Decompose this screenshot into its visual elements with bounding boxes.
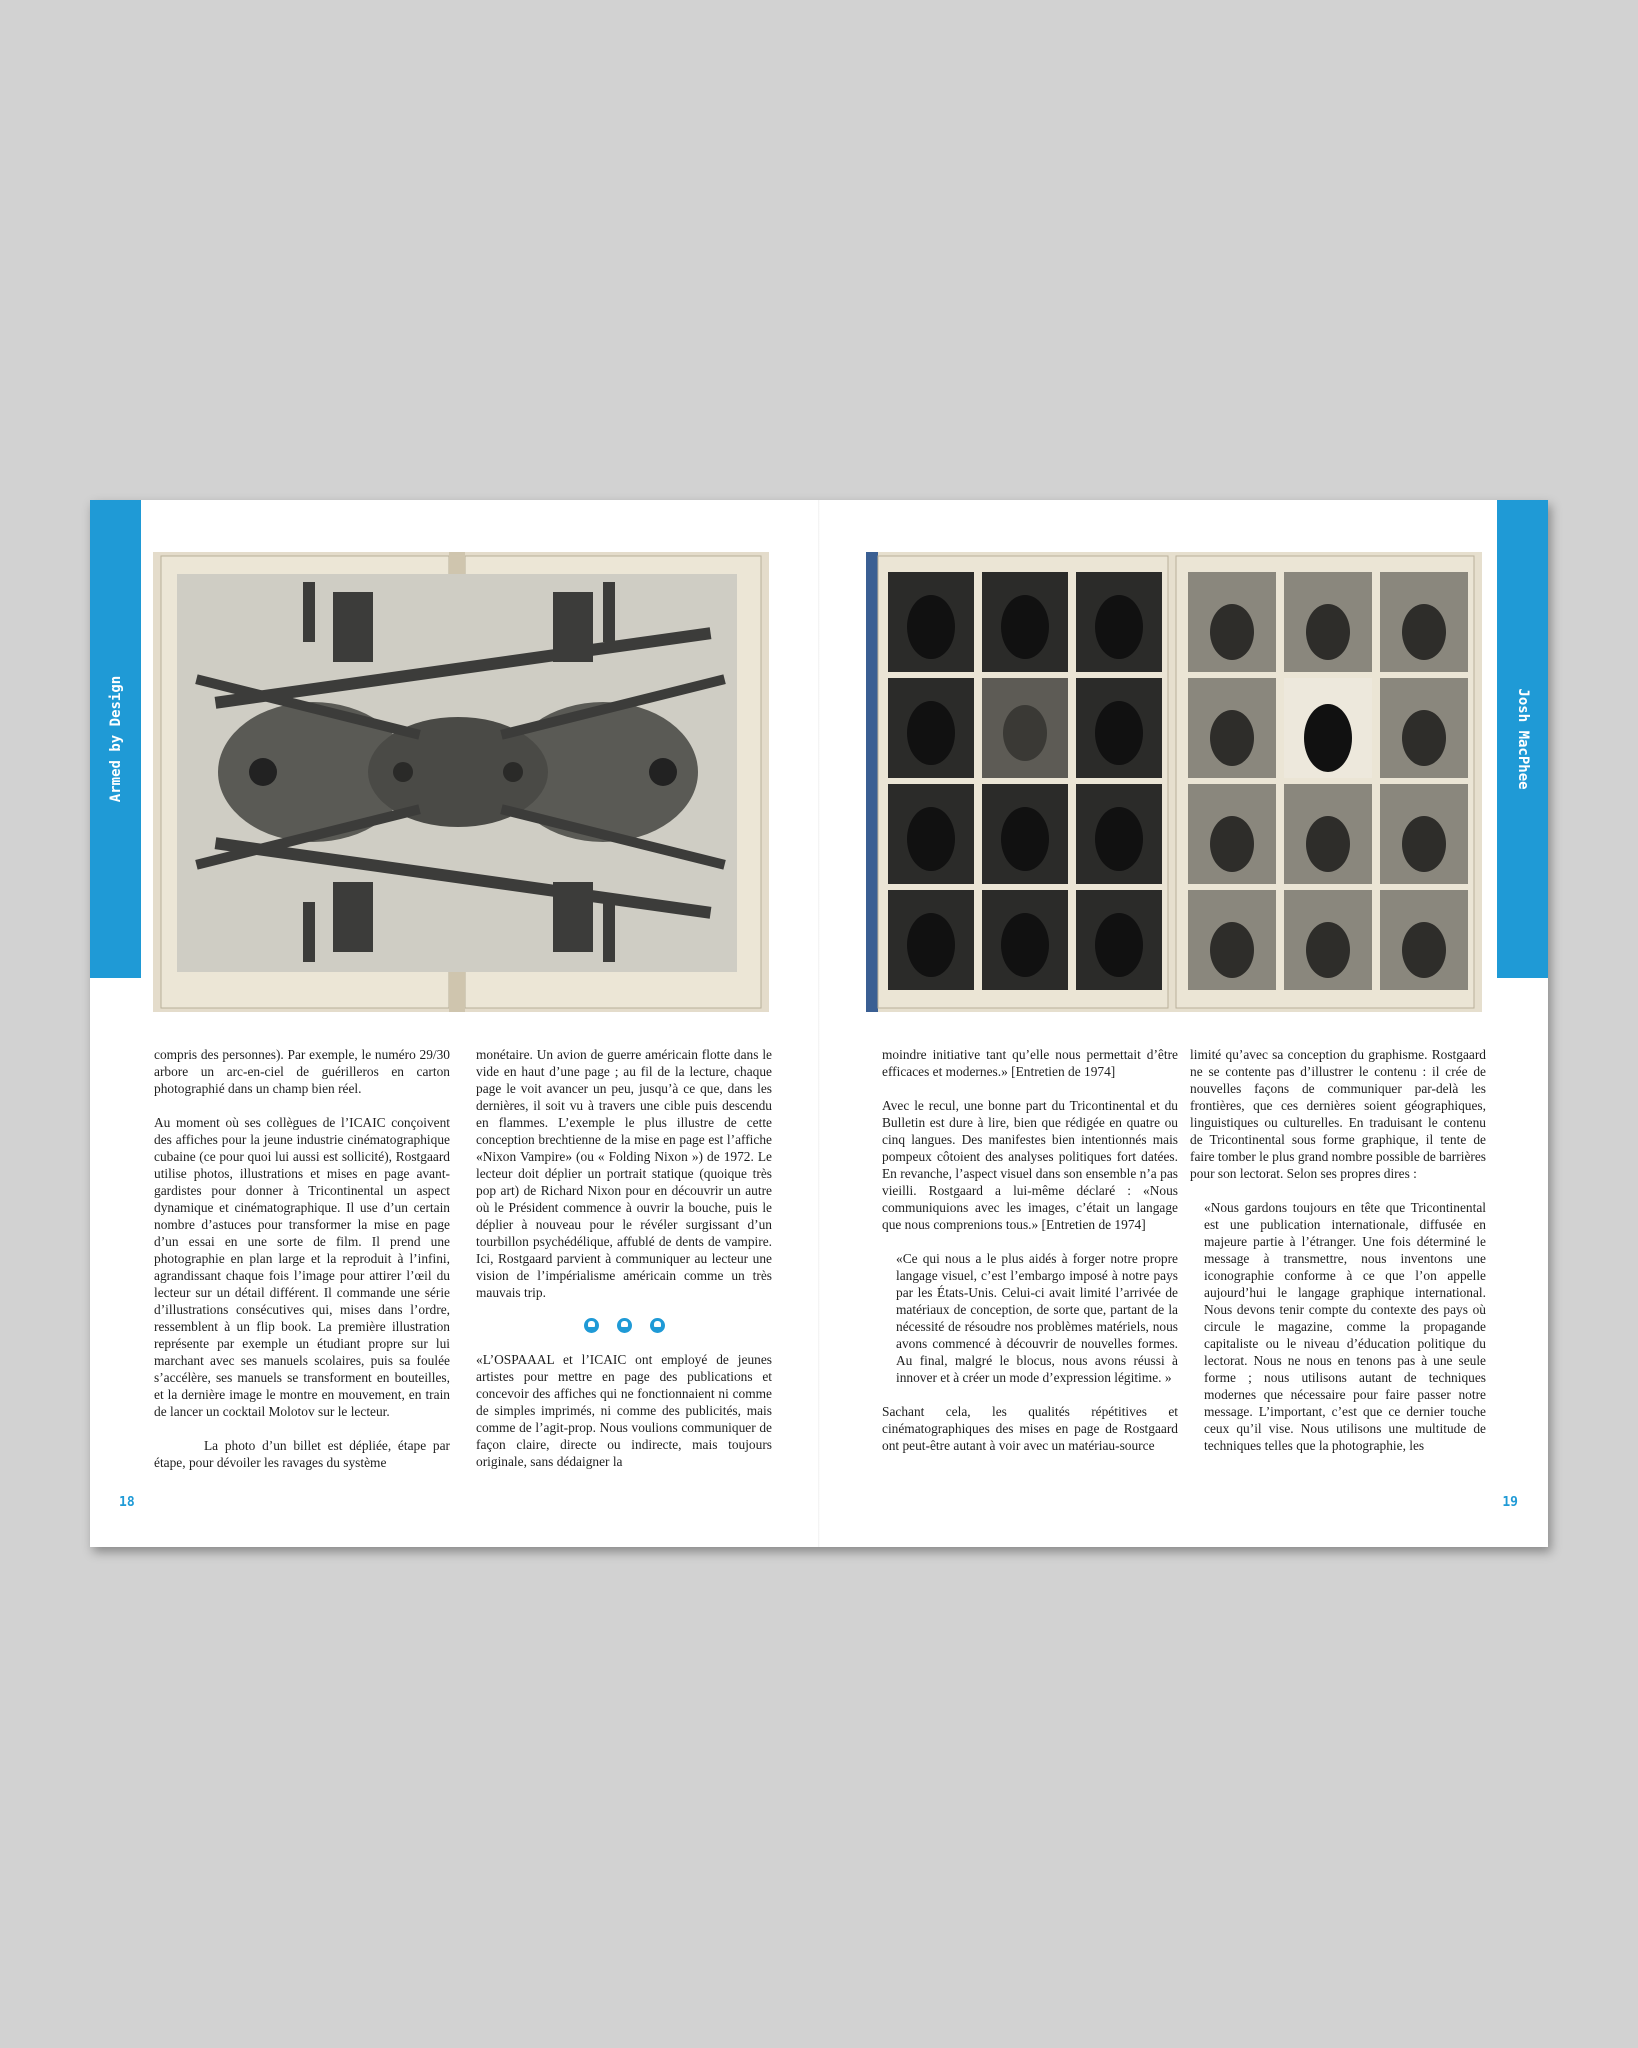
bird-ornament-icon [650,1318,665,1333]
text-column-2 [476,1046,772,1516]
running-head-left: Armed by Design [107,675,124,803]
paragraph: limité qu’avec sa conception du graphisme. Rostgaard ne se contente pas d’illustrer le contenu : il crée de nouvelles façons de communiquer par-delà les frontières, que ces dernières soient géographiques, linguistiques ou culturelles. En traduisant le contenu de Tricontinental sous forme graphique, il tente de faire tomber le plus grand nombre possible de barrières pour son lectorat. Selon ses propres dires : [1190,1047,1486,1181]
photo-mirrored-tanks-spread [153,552,769,1012]
paragraph: moindre initiative tant qu’elle nous permettait d’être efficaces et modernes.» [Entretien de 1974] [882,1047,1178,1079]
paragraph: «L’OSPAAAL et l’ICAIC ont employé de jeunes artistes pour mettre en page des publications et concevoir des affiches qui ne fonctionnaient ni comme de simples imprimés, ni comme des publicités, mais comme de l’agit-prop. Nous voulions communiquer de façon claire, directe ou indirecte, mais toujours originale, sans dédaigner la [476,1352,772,1469]
bird-ornament-icon [584,1318,599,1333]
magazine-spread [90,500,1548,1547]
running-head-right: Josh MacPhee [1514,688,1531,790]
right-running-head-tab [1497,500,1548,978]
bird-ornament-icon [617,1318,632,1333]
paragraph: Sachant cela, les qualités répétitives et cinématographiques des mises en page de Rostgaard ont peut-être autant à voir avec un matériau-source [882,1404,1178,1453]
text-column-3 [882,1046,1178,1516]
section-ornament [476,1318,772,1333]
page-number-right: 19 [1502,1495,1518,1510]
paragraph: monétaire. Un avion de guerre américain flotte dans le vide en haut d’une page ; au fil de la lecture, chaque page le voit avancer un peu, jusqu’à ce que, dans les dernières, il soit vu à travers une cible puis descendu en flammes. L’exemple le plus illustre de cette conception brechtienne de la mise en page est l’affiche «Nixon Vampire» (ou « Folding Nixon ») de 1972. Le lecteur doit déplier un portrait statique (quoique très pop art) de Richard Nixon pour en découvrir un autre où le Président commence à ouvrir la bouche, puis le déplier à nouveau pour le révéler surgissant d’un tourbillon psychédélique, affublé de dents de vampire. Ici, Rostgaard parvient à communiquer au lecteur une vision de l’impérialisme américain comme un très mauvais trip. [476,1047,772,1300]
text-column-1 [154,1046,450,1516]
paragraph: Avec le recul, une bonne part du Tricontinental et du Bulletin est dure à lire, bien que rédigée en quatre ou cinq langues. Des manifestes bien intentionnés mais pompeux côtoient des analyses politiques fort datées. En revanche, l’aspect visuel dans son ensemble n’a pas vieilli. Rostgaard a lui-même déclaré : «Nous communiquions avec les images, c’était un langage que nous comprenions tous.» [Entretien de 1974] [882,1098,1178,1232]
text-column-4 [1190,1046,1486,1516]
paragraph: La photo d’un billet est dépliée, étape par étape, pour dévoiler les ravages du système [154,1438,450,1470]
paragraph: Au moment où ses collègues de l’ICAIC conçoivent des affiches pour la jeune industrie cinématographique cubaine (ce pour quoi lui aussi est sollicité), Rostgaard utilise photos, illustrations et mises en page avant-gardistes pour donner à Tricontinental un aspect dynamique et cinématographique. Il use d’un certain nombre d’astuces pour transformer la mise en page d’un essai en une sorte de film. Il prend une photographie en plan large et la reproduit à l’infini, agrandissant chaque fois l’image pour attirer l’œil du lecteur sur un détail différent. Il commande une série d’illustrations consécutives qui, mises dans l’ordre, ressemblent à un flip book. La première illustration représente par exemple un étudiant propre sur lui marchant avec ses manuels scolaires, puis sa foulée s’accélère, ses manuels se transforment en bouteilles, et la dernière image le montre en mouvement, en train de lancer un cocktail Molotov sur le lecteur. [154,1115,450,1419]
paragraph: compris des personnes). Par exemple, le numéro 29/30 arbore un arc-en-ciel de guérilleros en carton photographié dans un champ bien réel. [154,1047,450,1096]
page-number-left: 18 [119,1495,135,1510]
photo-portrait-grid-spread [866,552,1482,1012]
block-quote: «Ce qui nous a le plus aidés à forger notre propre langage visuel, c’est l’embargo imposé à notre pays par les États-Unis. Celui-ci avait limité l’arrivée de matériaux de conception, de sorte que, partant de la nécessité de résoudre nos problèmes matériels, nous avons commencé à découvrir de nouvelles formes. Au final, malgré le blocus, nous avons réussi à innover et à créer un mode d’expression légitime. » [896,1251,1178,1385]
block-quote: «Nous gardons toujours en tête que Tricontinental est une publication internationale, diffusée en majeure partie à l’étranger. Une fois déterminé le message à transmettre, nous inventons une iconographie conforme à ce que l’on appelle aujourd’hui le langage graphique international. Nous devons tenir compte du contexte des pays où circule le magazine, comme la propagande capitaliste ou le niveau d’éducation politique du lectorat. Nous ne nous en tenons pas à une seule forme ; nous utilisons autant de techniques modernes que nécessaire pour faire passer notre message. L’important, c’est que ce dernier touche ceux qu’il vise. Nous utilisons une multitude de techniques telles que la photographie, les [1204,1200,1486,1453]
spine-shadow [818,500,820,1547]
left-running-head-tab [90,500,141,978]
